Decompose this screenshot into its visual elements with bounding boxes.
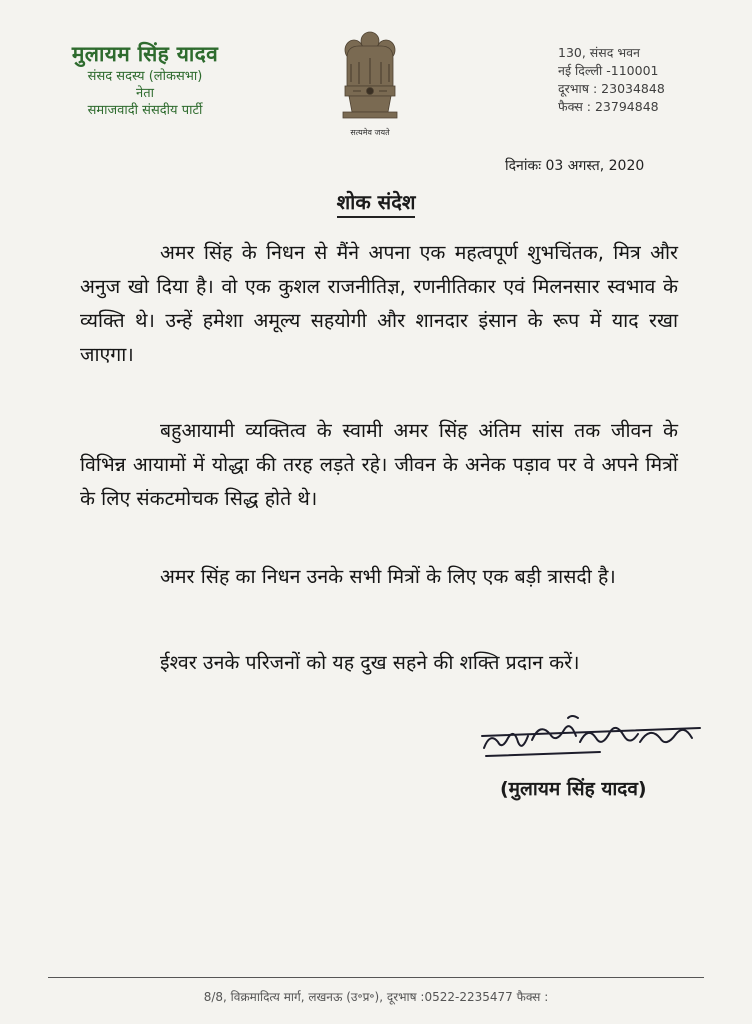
- address-line-2: नई दिल्ली -110001: [558, 63, 659, 78]
- paragraph-2-block: [80, 414, 678, 516]
- footer-divider: [48, 977, 704, 978]
- letterhead-name: मुलायम सिंह यादव: [71, 42, 219, 66]
- letterhead-role: नेता: [136, 86, 154, 101]
- paragraph-3: अमर सिंह का निधन उनके सभी मित्रों के लिए एक बड़ी त्रासदी है।: [160, 565, 616, 588]
- handwritten-signature: [480, 712, 705, 764]
- letter-date: दिनांकः 03 अगस्त, 2020: [505, 158, 645, 174]
- paragraph-1-block: [80, 236, 678, 372]
- phone-number: दूरभाष : 23034848: [558, 81, 665, 96]
- paragraph-4: ईश्वर उनके परिजनों को यह दुख सहने की शक्ति प्रदान करें।: [160, 651, 580, 674]
- national-emblem: [333, 28, 407, 144]
- paragraph-1: अमर सिंह के निधन से मैंने अपना एक महत्वपूर्ण शुभचिंतक, मित्र और अनुज खो दिया है। वो एक कुशल राजनीतिज्ञ, रणनीतिकार एवं मिलनसार स्वभाव के व्यक्ति थे। उन्हें हमेशा अमूल्य सहयोगी और शानदार इंसान के रूप में याद रखा जाएगा।: [80, 241, 678, 366]
- letterhead-designation: संसद सदस्य (लोकसभा): [87, 69, 203, 84]
- signatory-name: (मुलायम सिंह यादव): [500, 778, 647, 800]
- letterhead-left: [40, 40, 250, 119]
- footer-address: 8/8, विक्रमादित्य मार्ग, लखनऊ (उ॰प्र॰), दूरभाष :0522-2235477 फैक्स :: [203, 990, 549, 1004]
- paragraph-2: बहुआयामी व्यक्तित्व के स्वामी अमर सिंह अंतिम सांस तक जीवन के विभिन्न आयामों में योद्धा की तरह लड़ते रहे। जीवन के अनेक पड़ाव पर वे अपने मित्रों के लिए संकटमोचक सिद्ध होते थे।: [80, 419, 678, 510]
- paragraph-3-block: [80, 560, 678, 594]
- letter-heading: शोक संदेश: [337, 190, 416, 218]
- paragraph-4-block: [80, 646, 678, 680]
- fax-number: फैक्स : 23794848: [558, 99, 659, 114]
- letterhead-contact: [558, 44, 718, 116]
- lion-capital-icon: [339, 28, 401, 126]
- letterhead-party: समाजवादी संसदीय पार्टी: [87, 103, 203, 118]
- signature-text: मुलायम सिंह यादव: [480, 712, 487, 713]
- address-line-1: 130, संसद भवन: [558, 45, 640, 60]
- emblem-motto: सत्यमेव जयते: [350, 128, 390, 137]
- letter-heading-wrap: [0, 188, 752, 215]
